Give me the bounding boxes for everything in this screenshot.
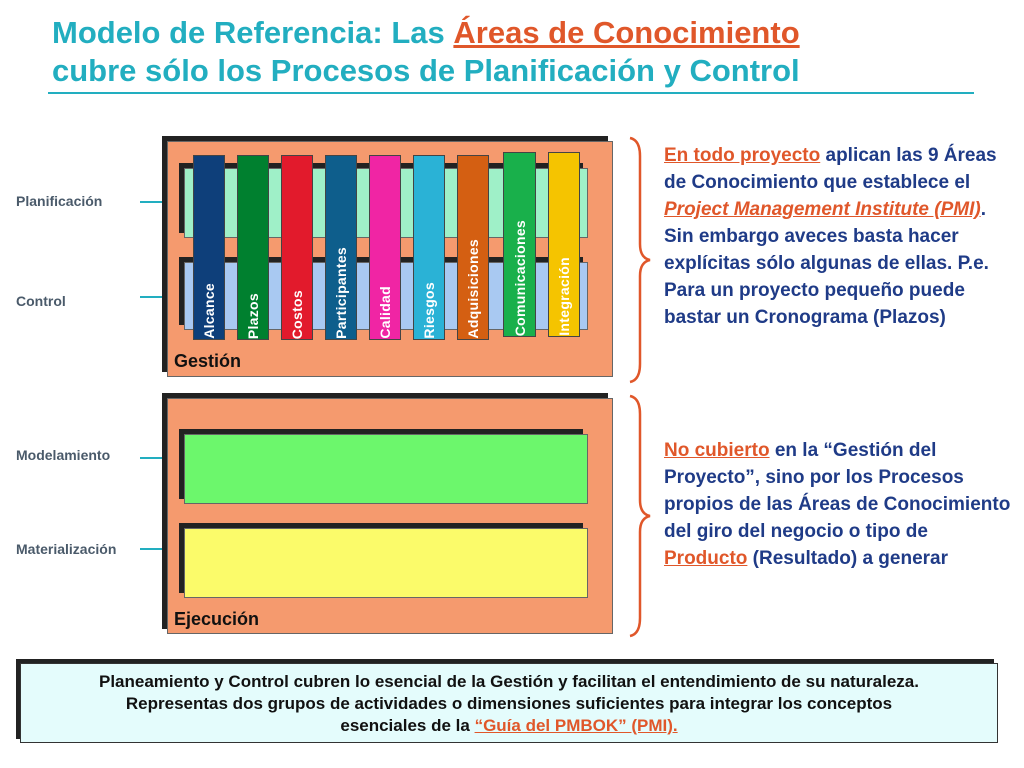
knowledge-area-bar-calidad [369, 155, 401, 340]
knowledge-area-bar-plazos [237, 155, 269, 340]
note-line1: Planeamiento y Control cubren lo esencial de la Gestión y facilitan el entendimiento de su naturaleza. [99, 672, 919, 691]
knowledge-area-label: Comunicaciones [511, 219, 528, 336]
title-divider [48, 92, 974, 94]
note-line3 [35, 715, 983, 737]
modeling-band [184, 434, 588, 504]
knowledge-area-bar-riesgos [413, 155, 445, 340]
summary-note [20, 663, 998, 743]
arrow-right-icon [140, 296, 170, 298]
knowledge-area-label: Costos [289, 289, 305, 339]
knowledge-area-bar-integracion [548, 152, 580, 337]
knowledge-area-label: Riesgos [421, 282, 437, 339]
ejecucion-label: Ejecución [174, 609, 260, 629]
title-line1-prefix: Modelo de Referencia: Las [52, 15, 454, 50]
knowledge-area-label: Integración [556, 257, 572, 336]
page-title [52, 14, 992, 90]
knowledge-area-bar-costos [281, 155, 313, 340]
text-segment: (Resultado) a generar [747, 548, 948, 569]
right-bottom-text [664, 437, 1014, 572]
label-modelamiento: Modelamiento [16, 447, 111, 463]
knowledge-area-bar-adquisiciones [457, 155, 489, 340]
arrow-right-icon [140, 548, 170, 550]
knowledge-area-label: Adquisiciones [465, 239, 481, 339]
label-materializacion: Materialización [16, 541, 117, 557]
knowledge-area-label: Calidad [377, 286, 393, 339]
text-segment: en la “Gestión del Proyecto”, sino por los Procesos propios de las Áreas de Conocimiento del giro del negocio o tipo de [664, 440, 1011, 542]
text-segment: . Sin embargo aveces basta hacer explícitas sólo algunas de ellas. P.e. Para un proyecto pequeño puede bastar un Cronograma (Plazos) [664, 199, 989, 328]
highlight-todo-proyecto: En todo proyecto [664, 145, 821, 166]
label-control: Control [16, 293, 66, 309]
brace-icon [622, 136, 652, 384]
knowledge-area-label: Alcance [201, 283, 217, 339]
text-segment: aplican las 9 Áreas de Conocimiento que establece el [664, 145, 997, 193]
knowledge-area-label: Participantes [333, 247, 349, 339]
link-guia-pmbok[interactable]: “Guía del PMBOK” (PMI). [474, 716, 678, 735]
highlight-no-cubierto: No cubierto [664, 440, 770, 461]
arrow-right-icon [140, 457, 170, 459]
knowledge-area-bar-participantes [325, 155, 357, 340]
brace-icon [622, 394, 652, 638]
title-line1-highlight: Áreas de Conocimiento [453, 15, 800, 50]
note-line2: Representas dos grupos de actividades o dimensiones suficientes para integrar los conceptos [125, 694, 893, 713]
title-line2: cubre sólo los Procesos de Planificación y Control [52, 53, 800, 88]
link-pmi[interactable]: Project Management Institute (PMI) [664, 199, 981, 220]
knowledge-area-label: Plazos [245, 292, 261, 339]
text-segment: esenciales de la [340, 716, 475, 735]
knowledge-area-bar-alcance [193, 155, 225, 340]
highlight-producto: Producto [664, 548, 748, 569]
gestion-label: Gestión [174, 351, 242, 371]
arrow-right-icon [140, 201, 170, 203]
knowledge-area-bar-comunicaciones [503, 152, 536, 337]
materialization-band [184, 528, 588, 598]
right-top-text [664, 142, 1014, 331]
label-planificacion: Planificación [16, 193, 103, 209]
